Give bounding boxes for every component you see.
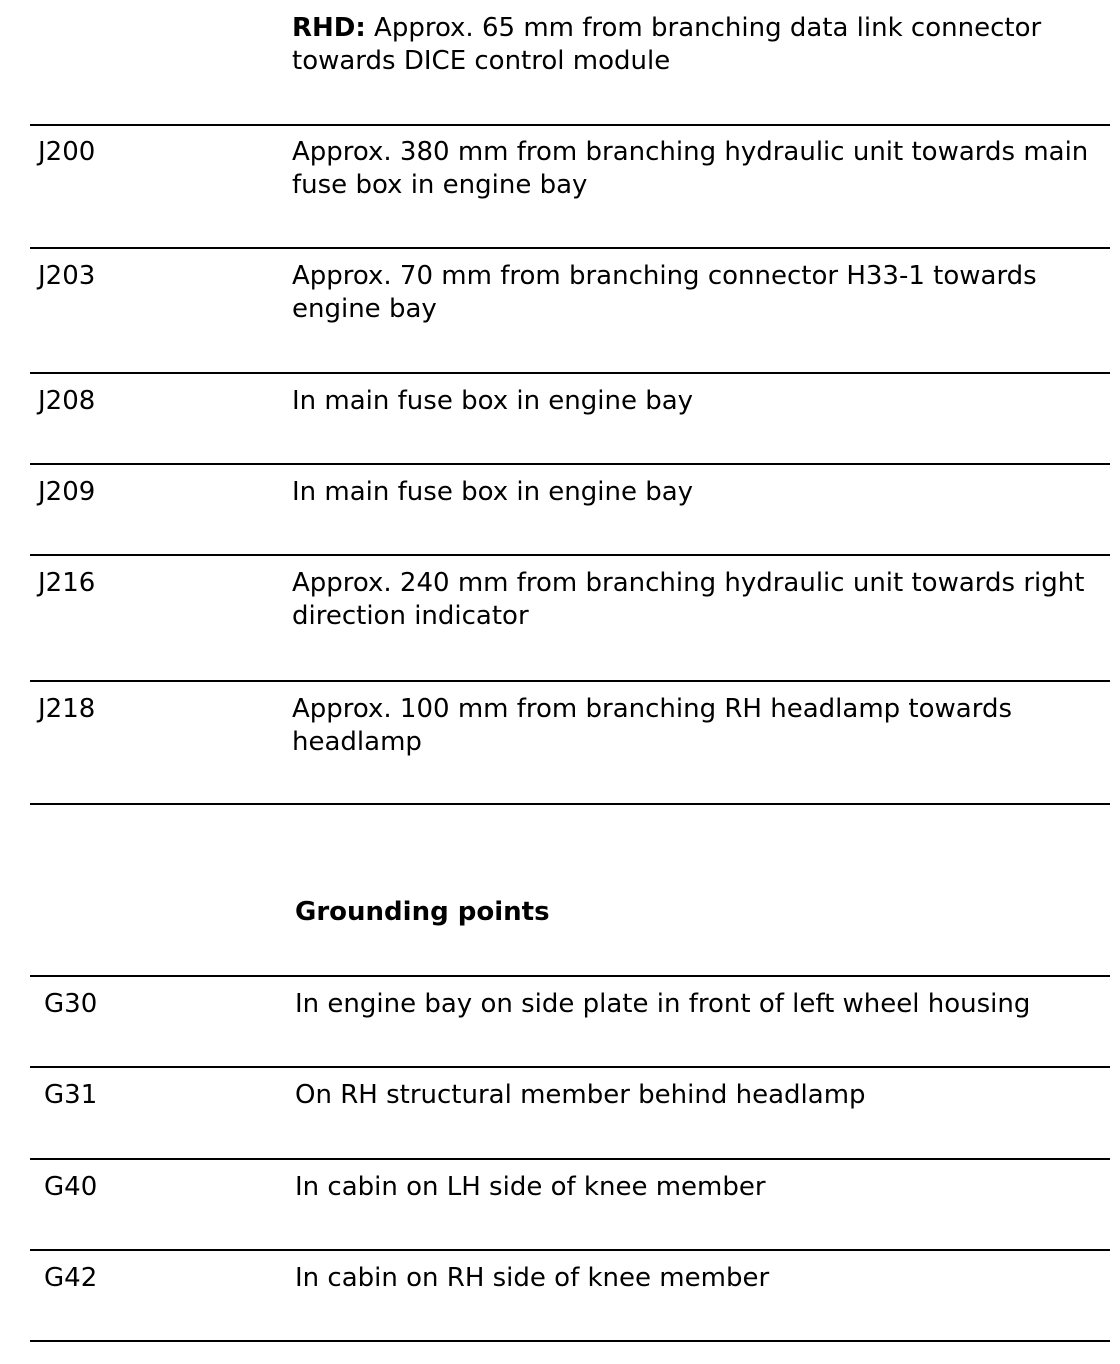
table-divider xyxy=(30,803,1110,805)
grounding-description: On RH structural member behind headlamp xyxy=(295,1080,866,1110)
junction-code: J203 xyxy=(38,261,96,291)
table-divider xyxy=(30,124,1110,126)
rhd-label: RHD: xyxy=(292,13,366,43)
grounding-code: G30 xyxy=(44,989,98,1019)
table-divider xyxy=(30,372,1110,374)
grounding-description: In cabin on RH side of knee member xyxy=(295,1263,770,1293)
rhd-note xyxy=(292,12,1092,78)
table-divider xyxy=(30,1158,1110,1160)
junction-description: In main fuse box in engine bay xyxy=(292,477,694,507)
junction-code: J218 xyxy=(38,694,96,724)
grounding-code: G42 xyxy=(44,1263,98,1293)
grounding-description: In engine bay on side plate in front of left wheel housing xyxy=(295,989,1031,1019)
table-divider xyxy=(30,975,1110,977)
junction-description: Approx. 100 mm from branching RH headlamp towards headlamp xyxy=(292,694,1012,757)
table-divider xyxy=(30,1249,1110,1251)
junction-description: Approx. 380 mm from branching hydraulic unit towards main fuse box in engine bay xyxy=(292,137,1089,200)
grounding-code: G40 xyxy=(44,1172,98,1202)
junction-code: J216 xyxy=(38,568,96,598)
grounding-points-heading: Grounding points xyxy=(295,897,550,927)
table-divider xyxy=(30,554,1110,556)
table-divider xyxy=(30,463,1110,465)
table-divider xyxy=(30,1340,1110,1342)
junction-description: Approx. 70 mm from branching connector H33-1 towards engine bay xyxy=(292,261,1037,324)
table-divider xyxy=(30,680,1110,682)
junction-description: Approx. 240 mm from branching hydraulic unit towards right direction indicator xyxy=(292,568,1085,631)
junction-code: J208 xyxy=(38,386,96,416)
grounding-description: In cabin on LH side of knee member xyxy=(295,1172,766,1202)
table-divider xyxy=(30,1066,1110,1068)
grounding-code: G31 xyxy=(44,1080,98,1110)
rhd-text: Approx. 65 mm from branching data link connector towards DICE control module xyxy=(292,13,1042,76)
junction-description: In main fuse box in engine bay xyxy=(292,386,694,416)
junction-code: J200 xyxy=(38,137,96,167)
table-divider xyxy=(30,247,1110,249)
junction-code: J209 xyxy=(38,477,96,507)
